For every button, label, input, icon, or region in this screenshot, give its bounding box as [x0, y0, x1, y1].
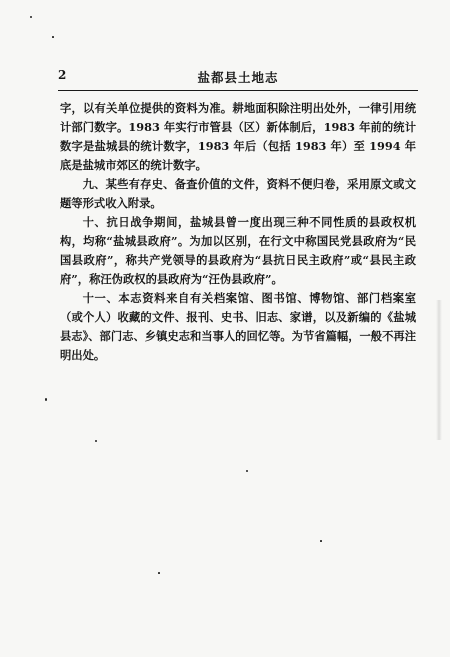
page-title: 盐都县土地志 — [197, 70, 279, 85]
scan-speck — [45, 398, 47, 401]
scan-speck — [246, 470, 248, 472]
header-rule — [58, 90, 418, 91]
scan-speck — [95, 440, 97, 442]
body-text — [60, 99, 416, 365]
paragraph-item-11: 十一、本志资料来自有关档案馆、图书馆、博物馆、部门档案室（或个人）收藏的文件、报刊、史书、旧志、家谱，以及新编的《盐城县志》、部门志、乡镇史志和当事人的回忆等。为节省篇幅，一般不再注明出处。 — [60, 291, 416, 362]
scan-speck — [320, 540, 322, 542]
scan-edge-shadow — [436, 300, 442, 440]
paragraph-item-10: 十、抗日战争期间，盐城县曾一度出现三种不同性质的县政权机构，均称“盐城县政府”。为加以区别，在行文中称国民党县政府为“民国县政府”，称共产党领导的县政府为“县抗日民主政府”或“县民主政府”，称汪伪政权的县政府为“汪伪县政府”。 — [60, 215, 416, 286]
paragraph-item-9: 九、某些有存史、备查价值的文件，资料不便归卷，采用原文或文题等形式收入附录。 — [60, 177, 416, 210]
scan-speck — [30, 16, 32, 18]
scan-speck — [52, 36, 54, 38]
scan-speck — [158, 572, 160, 574]
page-number: 2 — [58, 68, 67, 82]
page-header — [58, 68, 418, 88]
paragraph-continuation: 字，以有关单位提供的资料为准。耕地面积除注明出处外，一律引用统计部门数字。1983 年实行市管县（区）新体制后，1983 年前的统计数字是盐城县的统计数字，1983 年后（包括 1983 年）至 1994 年底是盐城市郊区的统计数字。 — [60, 101, 416, 172]
